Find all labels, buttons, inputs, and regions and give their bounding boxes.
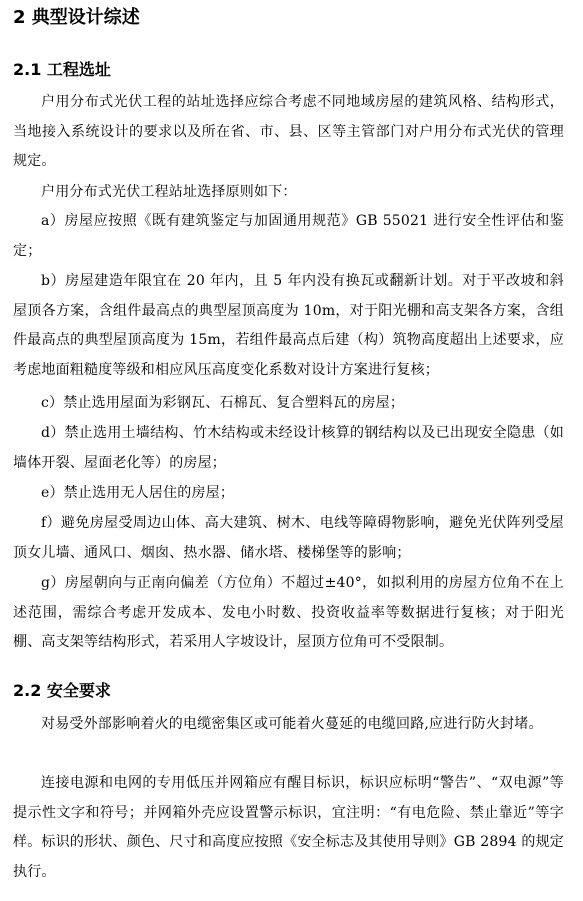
list-item-g: g）房屋朝向与正南向偏差（方位角）不超过±40°，如拟利用的房屋方位角不在上述范围，需综合考虑开发成本、发电小时数、投资收益率等数据进行复核；对于阳光棚、高支架等结构形式，若采用人字坡设计，屋顶方位角可不受限制。 xyxy=(13,575,564,650)
list-item-c: c）禁止选用屋面为彩钢瓦、石棉瓦、复合塑料瓦的房屋； xyxy=(41,395,405,411)
subsection-title-site-selection: 2.1 工程选址 xyxy=(13,60,111,79)
list-item-a: a）房屋应按照《既有建筑鉴定与加固通用规范》GB 55021 进行安全性评估和鉴定； xyxy=(13,213,564,259)
list-item-b: b）房屋建造年限宜在 20 年内，且 5 年内没有换瓦或翻新计划。对于平改坡和斜屋顶各方案，含组件最高点的典型屋顶高度为 10m，对于阳光棚和高支架各方案，含组件最高点的典型屋顶高度为 15m，若组件最高点后建（构）筑物高度超出上述要求，应考虑地面粗糙度等级和相应风压高度变化系数对设计方案进行复核； xyxy=(13,273,564,378)
section-title: 2 典型设计综述 xyxy=(13,7,140,28)
list-item-e: e）禁止选用无人居住的房屋； xyxy=(41,485,235,501)
paragraph-grid-box-labeling: 连接电源和电网的专用低压并网箱应有醒目标识，标识应标明“警告”、“双电源”等提示性文字和符号；并网箱外壳应设置警示标识，宜注明：“有电危险、禁止靠近”等字样。标识的形状、颜色、尺寸和高度应按照《安全标志及其使用导则》GB 2894 的规定执行。 xyxy=(13,775,564,880)
list-item-d: d）禁止选用土墙结构、竹木结构或未经设计核算的钢结构以及已出现安全隐患（如墙体开裂、屋面老化等）的房屋； xyxy=(13,425,564,471)
subsection-title-safety: 2.2 安全要求 xyxy=(13,681,111,700)
paragraph-fire-sealing: 对易受外部影响着火的电缆密集区或可能着火蔓延的电缆回路,应进行防火封堵。 xyxy=(41,716,543,732)
paragraph-site-selection-intro: 户用分布式光伏工程的站址选择应综合考虑不同地域房屋的建筑风格、结构形式，当地接入系统设计的要求以及所在省、市、县、区等主管部门对户用分布式光伏的管理规定。 xyxy=(13,94,564,169)
paragraph-principles-lead: 户用分布式光伏工程站址选择原则如下： xyxy=(41,184,297,200)
list-item-f: f）避免房屋受周边山体、高大建筑、树木、电线等障碍物影响，避免光伏阵列受屋顶女儿墙、通风口、烟囱、热水器、储水塔、楼梯堡等的影响； xyxy=(13,515,564,561)
